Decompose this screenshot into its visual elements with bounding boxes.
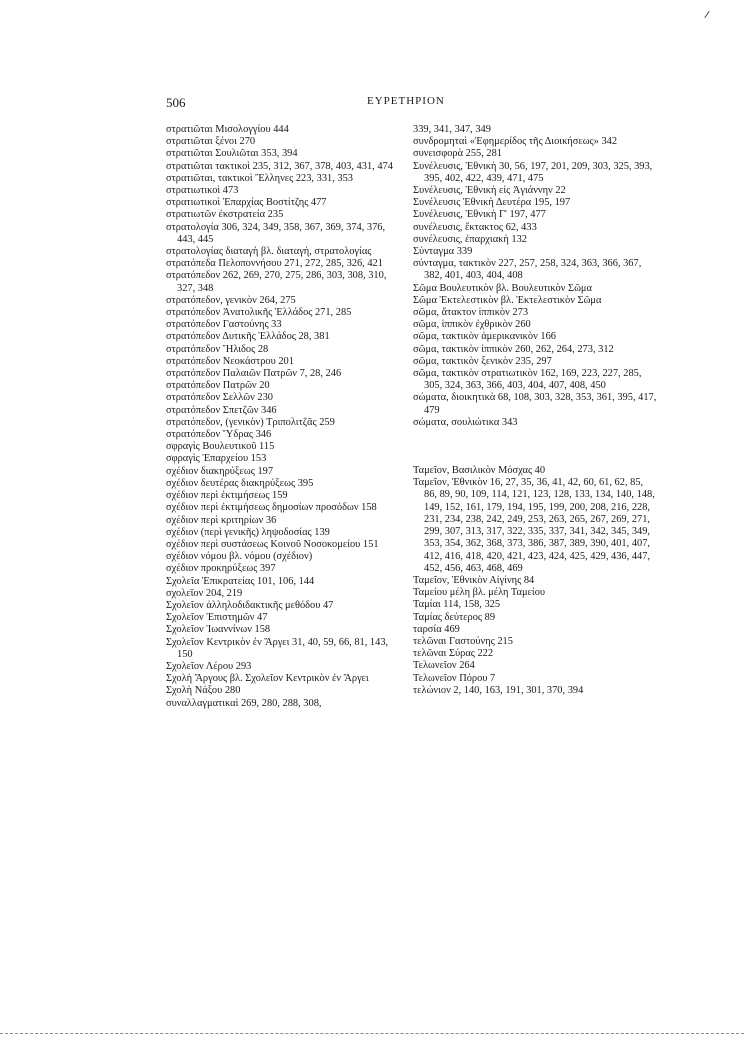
index-entry: τελῶναι Σύρας 222 — [413, 648, 494, 660]
index-entry: συνέλευσις, ἐπαρχιακὴ 132 — [413, 233, 528, 245]
running-head: ΕΥΡΕΤΗΡΙΟΝ — [367, 95, 445, 107]
index-entry: σχέδιον περὶ κριτηρίων 36 — [166, 514, 277, 526]
index-entry: σῶμα, τακτικὸν ἱππικὸν 260, 262, 264, 273, 312 — [413, 343, 614, 355]
index-entry: σχέδιον περὶ συστάσεως Κοινοῦ Νοσοκομείου 151 — [166, 538, 379, 550]
index-entry: στρατόπεδον Γαστούνης 33 — [166, 319, 282, 331]
index-section-sigma — [413, 124, 657, 429]
index-column-right — [413, 124, 657, 697]
index-entry: Ταμίαι 114, 158, 325 — [413, 599, 501, 611]
index-entry: συνεισφορὰ 255, 281 — [413, 148, 502, 160]
index-entry: Σχολεῖα Ἐπικρατείας 101, 106, 144 — [166, 575, 315, 587]
index-entry: στρατιῶται τακτικοὶ 235, 312, 367, 378, 403, 431, 474 — [166, 160, 393, 172]
index-entry: Ταμεῖον, Ἐθνικὸν Αἰγίνης 84 — [413, 574, 535, 586]
index-entry: στρατιωτικοὶ 473 — [166, 185, 239, 197]
index-entry: Ταμείου μέλη βλ. μέλη Ταμείου — [413, 587, 546, 599]
index-entry: στρατόπεδον Παλαιῶν Πατρῶν 7, 28, 246 — [166, 368, 342, 380]
index-entry: συνδρομηταὶ «Ἐφημερίδος τῆς Διοικήσεως» 342 — [413, 136, 618, 148]
index-section-tau — [413, 465, 657, 697]
index-entry: Σῶμα Ἐκτελεστικὸν βλ. Ἐκτελεστικὸν Σῶμα — [413, 294, 602, 306]
index-column-left — [166, 124, 402, 710]
index-entry: στρατόπεδον Σελλῶν 230 — [166, 392, 273, 404]
index-entry: Ταμεῖον, Βασιλικὸν Μόσχας 40 — [413, 465, 546, 477]
index-entry: στρατόπεδον Πατρῶν 20 — [166, 380, 270, 392]
index-entry: Σχολεῖον Κεντρικὸν ἐν Ἄργει 31, 40, 59, 66, 81, 143, 150 — [166, 636, 389, 660]
index-entry: στρατόπεδον, γενικὸν 264, 275 — [166, 294, 296, 306]
index-entry: Σχολεῖον Ἰωαννίνων 158 — [166, 624, 271, 636]
index-entry: Σῶμα Βουλευτικὸν βλ. Βουλευτικὸν Σῶμα — [413, 282, 592, 294]
index-entry: τελώνιον 2, 140, 163, 191, 301, 370, 394 — [413, 684, 584, 696]
index-entry: Τελωνεῖον 264 — [413, 660, 475, 672]
index-entry: σῶμα, τακτικὸν στρατιωτικὸν 162, 169, 223, 227, 285, 305, 324, 363, 366, 403, 404, 407, 408, 450 — [413, 368, 642, 392]
scan-mark — [704, 11, 709, 18]
index-entry: στρατόπεδον, (γενικὸν) Τριπολιτζᾶς 259 — [166, 416, 335, 428]
index-entry: σχέδιον (περὶ γενικῆς) ληψοδοσίας 139 — [166, 526, 330, 538]
index-entry: 339, 341, 347, 349 — [413, 124, 491, 135]
index-entry: σχέδιον νόμου βλ. νόμου (σχέδιον) — [166, 551, 313, 563]
index-entry: στρατόπεδον Ὕδρας 346 — [166, 429, 272, 441]
index-entry: σχολεῖον 204, 219 — [166, 587, 243, 599]
index-entry: Σχολὴ Νάξου 280 — [166, 685, 241, 697]
index-entry: σφραγὶς Ἐπαρχείου 153 — [166, 453, 267, 465]
index-entry: σχέδιον δευτέρας διακηρύξεως 395 — [166, 477, 314, 489]
index-entry: στρατόπεδον 262, 269, 270, 275, 286, 303, 308, 310, 327, 348 — [166, 270, 387, 294]
index-entry: Σύνταγμα 339 — [413, 246, 473, 258]
index-entry: σχέδιον προκηρύξεως 397 — [166, 563, 276, 575]
scan-edge-line — [0, 1033, 744, 1034]
index-entry: Ταμίας δεύτερος 89 — [413, 611, 496, 623]
index-entry: στρατολογία 306, 324, 349, 358, 367, 369, 374, 376, 443, 445 — [166, 221, 386, 245]
index-entry: Σχολεῖον ἀλληλοδιδακτικῆς μεθόδου 47 — [166, 599, 334, 611]
index-entry: Τελωνεῖον Πόρου 7 — [413, 672, 496, 684]
index-entry: στρατιῶται Σουλιῶται 353, 394 — [166, 148, 298, 160]
index-entry: σύνταγμα, τακτικὸν 227, 257, 258, 324, 363, 366, 367, 382, 401, 403, 404, 408 — [413, 258, 642, 282]
index-entry: στρατόπεδον Δυτικῆς Ἑλλάδος 28, 381 — [166, 331, 330, 343]
index-entry: Συνέλευσις, Ἐθνικὴ εἰς Ἀγιάννην 22 — [413, 185, 566, 197]
index-entry: Συνέλευσις Ἐθνικὴ Δευτέρα 195, 197 — [413, 197, 571, 209]
index-entry: Συνέλευσις, Ἐθνικὴ 30, 56, 197, 201, 209, 303, 325, 393, 395, 402, 422, 439, 471, 475 — [413, 160, 653, 184]
index-entry: στρατολογίας διαταγὴ βλ. διαταγή, στρατολογίας — [166, 246, 372, 258]
index-entry: σχέδιον περὶ ἐκτιμήσεως 159 — [166, 490, 288, 502]
index-entry: Σχολὴ Ἄργους βλ. Σχολεῖον Κεντρικὸν ἐν Ἄργει — [166, 673, 369, 685]
index-entry: σῶμα, τακτικὸν ξενικὸν 235, 297 — [413, 355, 552, 367]
index-entry: στρατόπεδον Νεοκάστρου 201 — [166, 355, 294, 367]
index-entry: στρατόπεδον Σπετζῶν 346 — [166, 404, 277, 416]
index-entry: Ταμεῖον, Ἐθνικὸν 16, 27, 35, 36, 41, 42, 60, 61, 62, 85, 86, 89, 90, 109, 114, 121, 123, 128, 133, 134, 140, 148, 149, 152, 161, 179, 194, 195, 199, 200, 208, 216, 228, 231, 234, 238, 242, 249, 253, 263, 265, 267, 269, 271, 299, 307, 313, 317, 322, 335, 337, 341, 342, 345, 349, 353, 354, 362, 368, 373, 386, 387, 389, 390, 401, 407, 412, 416, 418, 420, 421, 423, 424, 425, 429, 436, 447, 452, 456, 463, 468, 469 — [413, 477, 655, 574]
index-entry: συνέλευσις, ἔκτακτος 62, 433 — [413, 221, 537, 233]
index-entry: στρατιῶται ξένοι 270 — [166, 136, 256, 148]
index-entry: σῶμα, ἄτακτον ἱππικὸν 273 — [413, 307, 529, 319]
index-entry: Συνέλευσις, Ἐθνικὴ Γ' 197, 477 — [413, 209, 546, 221]
index-entry: συναλλαγματικαὶ 269, 280, 288, 308, — [166, 697, 322, 709]
section-gap — [413, 429, 657, 465]
index-entry: ταρσία 469 — [413, 623, 460, 635]
index-entry: Σχολεῖον Λέρου 293 — [166, 660, 252, 672]
index-entry: σχέδιον περὶ ἐκτιμήσεως δημοσίων προσόδων 158 — [166, 502, 377, 514]
index-entry: σώματα, σουλιώτικα 343 — [413, 416, 518, 428]
index-entry: Σχολεῖον Ἐπιστημῶν 47 — [166, 612, 268, 624]
index-entry: σῶμα, ἱππικὸν ἐχθρικὸν 260 — [413, 319, 531, 331]
index-entry: στρατόπεδα Πελοποννήσου 271, 272, 285, 326, 421 — [166, 258, 383, 270]
page-number: 506 — [166, 95, 186, 110]
index-entry: σῶμα, τακτικὸν ἀμερικανικὸν 166 — [413, 331, 556, 343]
index-entry: στρατιωτικοὶ Ἐπαρχίας Βοστίτζης 477 — [166, 197, 327, 209]
index-entry: σχέδιον διακηρύξεως 197 — [166, 465, 274, 477]
index-entry: στρατόπεδον Ἀνατολικῆς Ἑλλάδος 271, 285 — [166, 307, 352, 319]
index-entry: τελῶναι Γαστούνης 215 — [413, 635, 513, 647]
index-entry: στρατιῶται, τακτικοὶ Ἕλληνες 223, 331, 353 — [166, 172, 353, 184]
index-entry: στρατιωτῶν ἐκστρατεία 235 — [166, 209, 284, 221]
index-entry: σφραγὶς Βουλευτικοῦ 115 — [166, 441, 275, 453]
index-entry: σώματα, διοικητικὰ 68, 108, 303, 328, 353, 361, 395, 417, 479 — [413, 392, 657, 416]
index-entry: στρατόπεδον Ἤλιδος 28 — [166, 343, 269, 355]
index-entry: στρατιῶται Μισολογγίου 444 — [166, 124, 289, 135]
